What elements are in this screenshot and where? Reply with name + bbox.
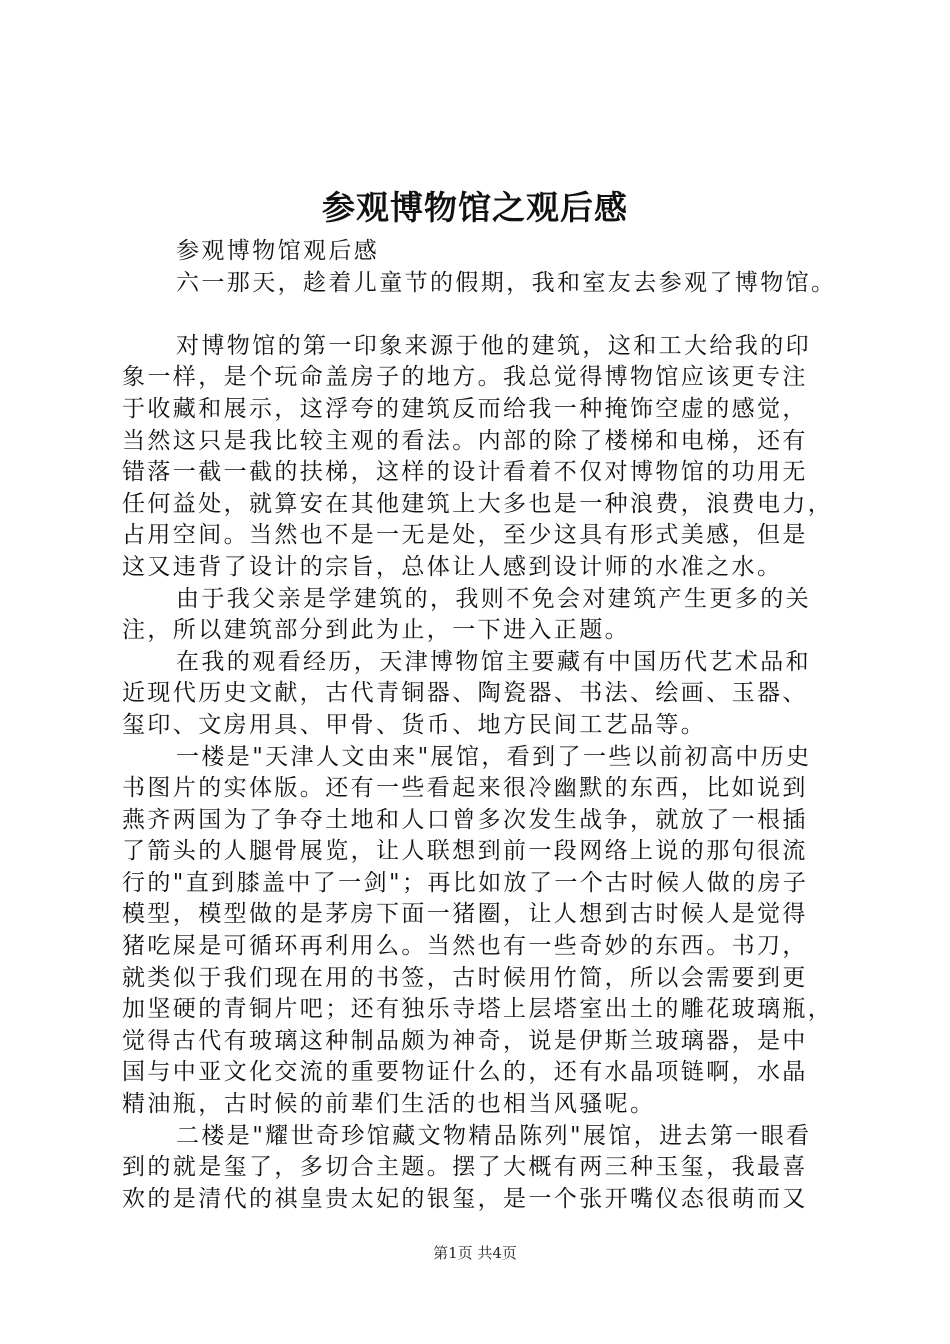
text-line: 猪吃屎是可循环再利用么。当然也有一些奇妙的东西。书刀， [122,933,808,960]
text-line: 精油瓶，古时候的前辈们生活的也相当风骚呢。 [122,1091,656,1118]
text-line: 注，所以建筑部分到此为止，一下进入正题。 [122,617,630,644]
text-line: 书图片的实体版。还有一些看起来很冷幽默的东西，比如说到 [122,775,808,802]
page-footer: 第1页 共4页 [433,1244,517,1262]
text-line: 加坚硬的青铜片吧；还有独乐寺塔上层塔室出土的雕花玻璃瓶， [122,996,834,1023]
text-line: 到的就是玺了，多切合主题。摆了大概有两三种玉玺，我最喜 [122,1154,808,1181]
text-line: 错落一截一截的扶梯，这样的设计看着不仅对博物馆的功用无 [122,459,808,486]
text-line: 就类似于我们现在用的书签，古时候用竹简，所以会需要到更 [122,964,808,991]
text-line: 一楼是"天津人文由来"展馆，看到了一些以前初高中历史 [176,743,812,770]
text-line: 欢的是清代的祺皇贵太妃的银玺，是一个张开嘴仪态很萌而又 [122,1185,808,1212]
text-line: 国与中亚文化交流的重要物证什么的，还有水晶项链啊，水晶 [122,1059,808,1086]
text-line: 二楼是"耀世奇珍馆藏文物精品陈列"展馆，进去第一眼看 [176,1122,812,1149]
text-line: 在我的观看经历，天津博物馆主要藏有中国历代艺术品和 [176,648,811,675]
text-line: 任何益处，就算安在其他建筑上大多也是一种浪费，浪费电力， [122,490,834,517]
document-body [122,236,842,1215]
text-line [122,299,842,331]
text-line: 模型，模型做的是茅房下面一猪圈，让人想到古时候人是觉得 [122,901,808,928]
text-line: 占用空间。当然也不是一无是处，至少这具有形式美感，但是 [122,522,808,549]
text-line: 近现代历史文献，古代青铜器、陶瓷器、书法、绘画、玉器、 [122,680,808,707]
text-line: 玺印、文房用具、甲骨、货币、地方民间工艺品等。 [122,711,707,738]
text-line: 行的"直到膝盖中了一剑"；再比如放了一个古时候人做的房子 [122,869,809,896]
text-line: 对博物馆的第一印象来源于他的建筑，这和工大给我的印 [176,332,811,359]
text-line: 象一样，是个玩命盖房子的地方。我总觉得博物馆应该更专注 [122,364,808,391]
text-line: 这又违背了设计的宗旨，总体让人感到设计师的水准之水。 [122,553,783,580]
text-line: 当然这只是我比较主观的看法。内部的除了楼梯和电梯，还有 [122,427,808,454]
text-line: 了箭头的人腿骨展览，让人联想到前一段网络上说的那句很流 [122,838,808,865]
text-line: 由于我父亲是学建筑的，我则不免会对建筑产生更多的关 [176,585,811,612]
text-line: 于收藏和展示，这浮夸的建筑反而给我一种掩饰空虚的感觉， [122,395,808,422]
text-line: 六一那天，趁着儿童节的假期，我和室友去参观了博物馆。 [176,269,837,296]
document-title: 参观博物馆之观后感 [322,188,628,227]
text-line: 燕齐两国为了争夺土地和人口曾多次发生战争，就放了一根插 [122,806,808,833]
text-line: 参观博物馆观后感 [176,238,380,264]
text-line: 觉得古代有玻璃这种制品颇为神奇，说是伊斯兰玻璃器，是中 [122,1027,808,1054]
